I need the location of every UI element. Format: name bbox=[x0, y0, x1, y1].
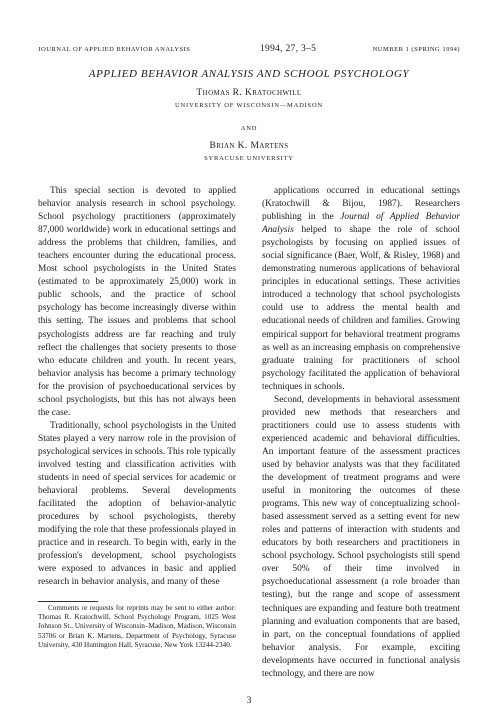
paragraph bbox=[262, 185, 460, 394]
paragraph: Second, developments in behavioral assessment provided new methods that researchers and practitioners could use to assess students with experienced academic and behavioral difficulties. An important feature of the assessment practices used by behavior analysts was that they facilitated the development of treatment programs and were useful in monitoring the outcomes of these programs. This new way of conceptualizing school-based assessment served as a setting event for new roles and patterns of interaction with students and educators by both researchers and practitioners in school psychology. School psychologists still spend over 50% of their time involved in psychoeducational assessment (a role broader than testing), but the range and scope of assessment techniques are expanding and feature both treatment planning and evaluation components that are based, in part, on the conceptual foundations of applied behavior analysis. For example, exciting developments have occurred in functional analysis technology, and there are now bbox=[262, 394, 460, 679]
affiliation-2: SYRACUSE UNIVERSITY bbox=[204, 155, 294, 162]
left-column bbox=[38, 185, 236, 589]
footnote-text: Comments or requests for reprints may be sent to either author: Thomas R. Kratochwill, School Psychology Program, 1025 West Johnson St., University of Wisconsin–Madison, Madison, Wisconsin 53706 or Brian K. Martens, Department of Psychology, Syracuse University, 430 Huntington Hall, Syracuse, New York 13244-2340. bbox=[38, 604, 236, 649]
page-number: 3 bbox=[246, 696, 252, 706]
journal-title-italic: Journal of Applied Behavior Analysis bbox=[262, 212, 460, 236]
issue-info: NUMBER 1 (SPRING 1994) bbox=[372, 46, 460, 53]
footnote-rule bbox=[38, 601, 98, 602]
author-2: Brian K. Martens bbox=[209, 141, 289, 151]
affiliation-1: UNIVERSITY OF WISCONSIN—MADISON bbox=[175, 102, 323, 109]
right-column bbox=[262, 185, 460, 681]
author-1: Thomas R. Kratochwill bbox=[196, 88, 302, 98]
paragraph-text: applications occurred in educational settings (Kratochwill & Bijou, 1987). Researchers publishing in the bbox=[262, 186, 460, 223]
paragraph: Traditionally, school psychologists in the United States played a very narrow role in the provision of psychological services in schools. This role typically involved testing and classification activities with students in need of special services for academic or behavioral problems. Several developments facilitated the adoption of behavior-analytic procedures by school psychologists, thereby modifying the role that these professionals played in practice and in research. To begin with, early in the profession's development, school psychologists were exposed to advances in basic and applied research in behavior analysis, and many of these bbox=[38, 420, 236, 588]
paragraph: This special section is devoted to applied behavior analysis research in school psychology. School psychology practitioners (approximately 87,000 worldwide) work in educational settings and address the problems that children, families, and teachers encounter during the educational process. Most school psychologists in the United States (estimated to be approximately 25,000) work in public schools, and the practice of school psychology has become increasingly diverse within this setting. The issues and problems that school psychologists address are far reaching and truly reflect the challenges that society presents to those who educate children and youth. In recent years, behavior analysis has become a primary technology for the provision of psychoeducational services by school psychologists, but this has not always been the case. bbox=[38, 186, 236, 418]
paragraph-text: helped to shape the role of school psychologists by focusing on applied issues of social significance (Baer, Wolf, & Risley, 1968) and demonstrating numerous applications of behavioral principles in educational settings. These activities introduced a technology that school psychologists could use to address the mental health and educational needs of children and families. Growing empirical support for behavioral treatment programs as well as an increasing emphasis on comprehensive graduate training for practitioners of school psychology facilitated the application of behavioral techniques in schools. bbox=[262, 225, 460, 392]
article-title: APPLIED BEHAVIOR ANALYSIS AND SCHOOL PSYCHOLOGY bbox=[88, 68, 410, 80]
journal-name: JOURNAL OF APPLIED BEHAVIOR ANALYSIS bbox=[38, 46, 191, 53]
running-head bbox=[38, 44, 460, 58]
footnote bbox=[38, 604, 236, 650]
author-conjunction: AND bbox=[240, 125, 258, 132]
volume-info: 1994, 27, 3–5 bbox=[260, 44, 317, 54]
